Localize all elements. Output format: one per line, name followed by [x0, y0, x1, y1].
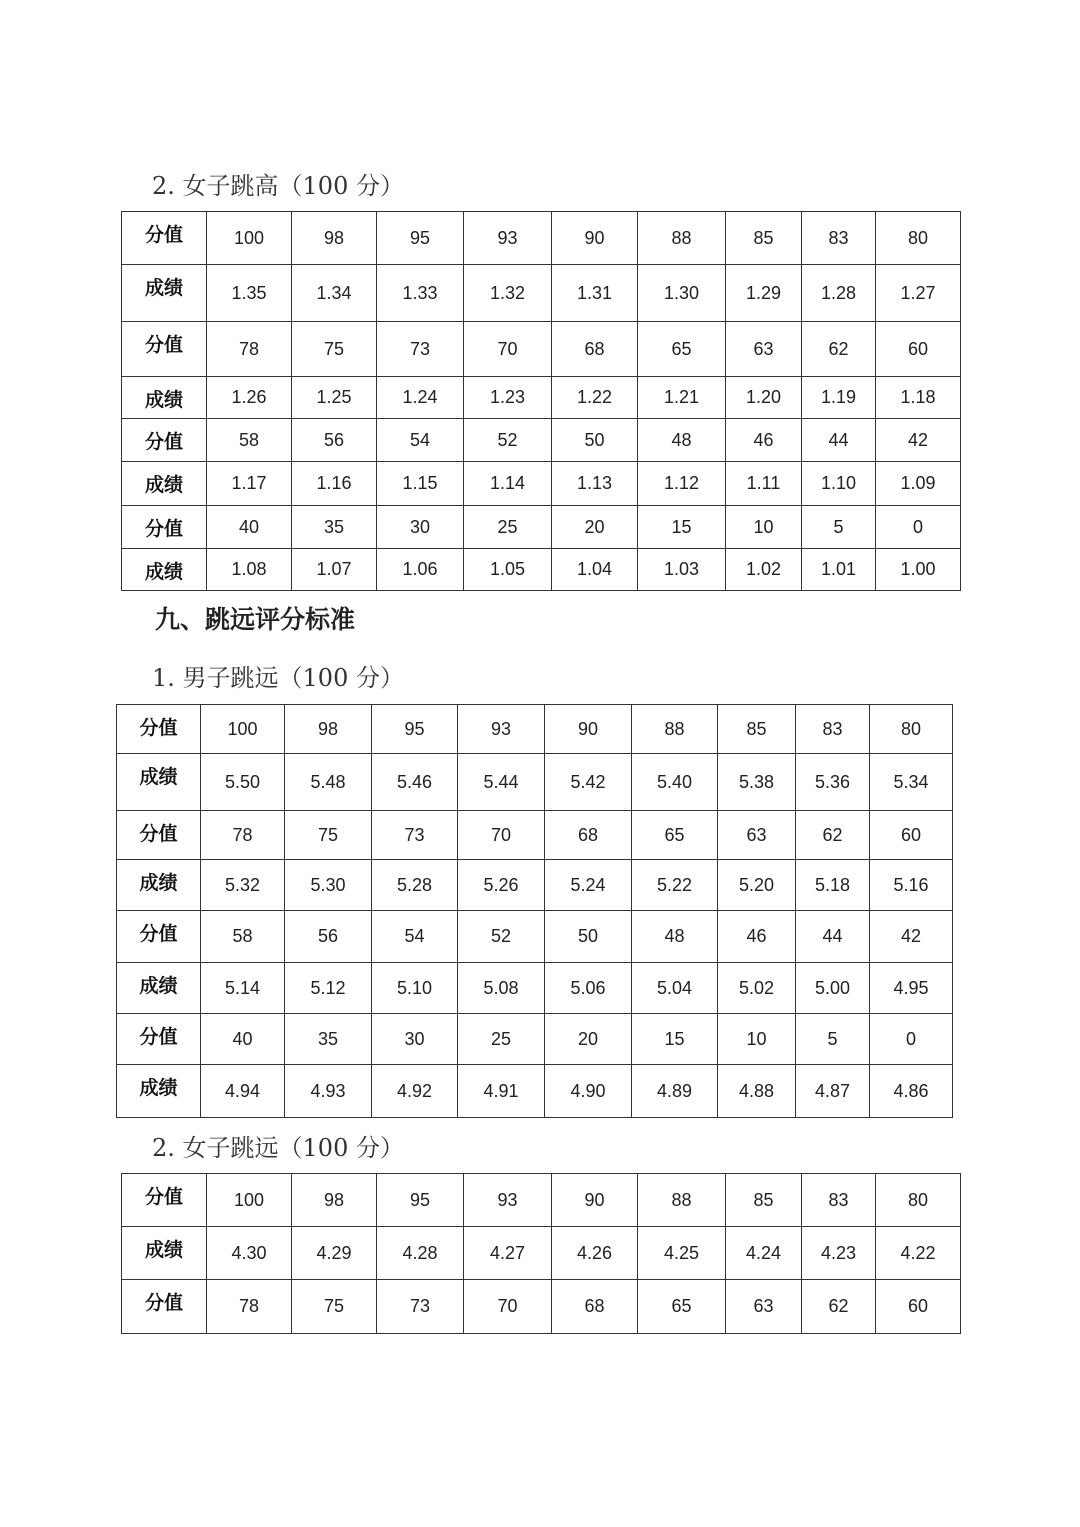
table-cell: 1.30 — [638, 265, 726, 322]
table-cell: 20 — [545, 1014, 632, 1065]
table-cell: 1.31 — [552, 265, 638, 322]
table-cell: 100 — [207, 212, 292, 265]
table-cell: 35 — [285, 1014, 372, 1065]
table-cell: 5.38 — [718, 754, 796, 811]
table-cell: 56 — [292, 419, 377, 462]
table-cell: 95 — [377, 1174, 464, 1227]
table-cell: 5.00 — [796, 963, 870, 1014]
table-cell: 4.25 — [638, 1227, 726, 1280]
table-cell: 1.23 — [464, 377, 552, 419]
table-cell: 40 — [207, 506, 292, 549]
table-cell: 60 — [870, 811, 953, 860]
table-cell: 68 — [552, 322, 638, 377]
table-cell: 5.10 — [372, 963, 458, 1014]
row-label: 分值 — [122, 212, 207, 265]
table-cell: 48 — [632, 911, 718, 963]
table-cell: 100 — [201, 705, 285, 754]
table-cell: 1.17 — [207, 462, 292, 506]
table-cell: 1.06 — [377, 549, 464, 591]
table-cell: 78 — [207, 322, 292, 377]
table-row — [117, 860, 953, 911]
table-cell: 80 — [876, 1174, 961, 1227]
table-row — [117, 705, 953, 754]
table-cell: 95 — [377, 212, 464, 265]
table-cell: 4.87 — [796, 1065, 870, 1118]
table-row — [117, 911, 953, 963]
table-cell: 90 — [552, 1174, 638, 1227]
table-cell: 60 — [876, 322, 961, 377]
table-cell: 73 — [372, 811, 458, 860]
table-cell: 1.27 — [876, 265, 961, 322]
table-cell: 48 — [638, 419, 726, 462]
table-cell: 88 — [638, 1174, 726, 1227]
table-cell: 75 — [292, 322, 377, 377]
table-cell: 4.30 — [207, 1227, 292, 1280]
row-label: 分值 — [122, 419, 207, 462]
table-cell: 73 — [377, 322, 464, 377]
table-cell: 1.19 — [802, 377, 876, 419]
table-cell: 40 — [201, 1014, 285, 1065]
table-cell: 1.35 — [207, 265, 292, 322]
table-row — [122, 322, 961, 377]
table-cell: 46 — [726, 419, 802, 462]
table-row — [122, 212, 961, 265]
table-cell: 62 — [802, 322, 876, 377]
table-cell: 60 — [876, 1280, 961, 1334]
table-cell: 1.22 — [552, 377, 638, 419]
table-cell: 93 — [464, 212, 552, 265]
table-cell: 1.10 — [802, 462, 876, 506]
table-cell: 58 — [201, 911, 285, 963]
row-label: 成绩 — [117, 1065, 201, 1118]
row-label: 成绩 — [122, 377, 207, 419]
table-cell: 1.33 — [377, 265, 464, 322]
table-cell: 1.04 — [552, 549, 638, 591]
table-cell: 80 — [870, 705, 953, 754]
table-cell: 1.20 — [726, 377, 802, 419]
table-cell: 30 — [377, 506, 464, 549]
table-cell: 20 — [552, 506, 638, 549]
heading-womens-long-jump: 2. 女子跳远（100 分） — [152, 1134, 404, 1162]
table-cell: 4.24 — [726, 1227, 802, 1280]
table-cell: 5.24 — [545, 860, 632, 911]
table-cell: 85 — [726, 1174, 802, 1227]
table-cell: 44 — [802, 419, 876, 462]
table-cell: 1.24 — [377, 377, 464, 419]
table-cell: 5.20 — [718, 860, 796, 911]
row-label: 分值 — [117, 705, 201, 754]
table-cell: 1.26 — [207, 377, 292, 419]
table-cell: 95 — [372, 705, 458, 754]
table-cell: 15 — [638, 506, 726, 549]
table-cell: 5.36 — [796, 754, 870, 811]
table-cell: 4.91 — [458, 1065, 545, 1118]
table-cell: 4.23 — [802, 1227, 876, 1280]
heading-mens-long-jump: 1. 男子跳远（100 分） — [152, 664, 404, 692]
table-cell: 83 — [796, 705, 870, 754]
table-cell: 5.32 — [201, 860, 285, 911]
table-cell: 1.34 — [292, 265, 377, 322]
table-cell: 1.11 — [726, 462, 802, 506]
table-cell: 1.12 — [638, 462, 726, 506]
table-cell: 52 — [458, 911, 545, 963]
table-row — [117, 963, 953, 1014]
table-cell: 5.44 — [458, 754, 545, 811]
table-cell: 5.48 — [285, 754, 372, 811]
table-cell: 1.21 — [638, 377, 726, 419]
row-label: 成绩 — [122, 265, 207, 322]
table-cell: 98 — [292, 1174, 377, 1227]
table-row — [122, 265, 961, 322]
table-cell: 5.34 — [870, 754, 953, 811]
table-cell: 46 — [718, 911, 796, 963]
table-cell: 1.07 — [292, 549, 377, 591]
table-cell: 63 — [726, 322, 802, 377]
table-cell: 15 — [632, 1014, 718, 1065]
table-cell: 98 — [285, 705, 372, 754]
row-label: 分值 — [122, 322, 207, 377]
table-cell: 90 — [552, 212, 638, 265]
table-cell: 83 — [802, 212, 876, 265]
table-cell: 1.15 — [377, 462, 464, 506]
table-cell: 5 — [802, 506, 876, 549]
table-cell: 4.29 — [292, 1227, 377, 1280]
table-cell: 4.89 — [632, 1065, 718, 1118]
table-cell: 5.26 — [458, 860, 545, 911]
table-cell: 62 — [802, 1280, 876, 1334]
table-row — [122, 419, 961, 462]
table-cell: 100 — [207, 1174, 292, 1227]
table-row — [122, 1174, 961, 1227]
womens-long-jump-table — [121, 1173, 961, 1334]
table-cell: 5.50 — [201, 754, 285, 811]
section-title-long-jump: 九、跳远评分标准 — [155, 605, 356, 634]
table-cell: 4.22 — [876, 1227, 961, 1280]
womens-high-jump-table — [121, 211, 961, 591]
table-cell: 78 — [207, 1280, 292, 1334]
table-cell: 70 — [464, 322, 552, 377]
table-cell: 25 — [464, 506, 552, 549]
row-label: 分值 — [117, 1014, 201, 1065]
table-cell: 5.40 — [632, 754, 718, 811]
table-cell: 5.18 — [796, 860, 870, 911]
table-cell: 4.26 — [552, 1227, 638, 1280]
table-cell: 75 — [292, 1280, 377, 1334]
table-cell: 0 — [876, 506, 961, 549]
table-cell: 4.92 — [372, 1065, 458, 1118]
table-cell: 1.13 — [552, 462, 638, 506]
table-cell: 98 — [292, 212, 377, 265]
table-row — [122, 1227, 961, 1280]
table-cell: 1.14 — [464, 462, 552, 506]
table-cell: 5.12 — [285, 963, 372, 1014]
table-cell: 73 — [377, 1280, 464, 1334]
row-label: 分值 — [117, 811, 201, 860]
table-cell: 85 — [718, 705, 796, 754]
table-cell: 1.09 — [876, 462, 961, 506]
row-label: 成绩 — [122, 462, 207, 506]
table-cell: 1.03 — [638, 549, 726, 591]
table-cell: 4.93 — [285, 1065, 372, 1118]
table-cell: 4.94 — [201, 1065, 285, 1118]
table-cell: 1.01 — [802, 549, 876, 591]
table-cell: 54 — [372, 911, 458, 963]
table-cell: 85 — [726, 212, 802, 265]
table-cell: 68 — [552, 1280, 638, 1334]
table-cell: 5.08 — [458, 963, 545, 1014]
table-cell: 5.14 — [201, 963, 285, 1014]
table-cell: 63 — [726, 1280, 802, 1334]
table-cell: 68 — [545, 811, 632, 860]
row-label: 分值 — [122, 1280, 207, 1334]
heading-womens-high-jump: 2. 女子跳高（100 分） — [152, 172, 404, 200]
row-label: 成绩 — [117, 754, 201, 811]
table-cell: 5 — [796, 1014, 870, 1065]
table-row — [117, 1065, 953, 1118]
table-cell: 5.06 — [545, 963, 632, 1014]
table-cell: 54 — [377, 419, 464, 462]
table-cell: 88 — [632, 705, 718, 754]
table-cell: 70 — [464, 1280, 552, 1334]
row-label: 成绩 — [122, 549, 207, 591]
table-cell: 93 — [458, 705, 545, 754]
row-label: 分值 — [117, 911, 201, 963]
table-cell: 65 — [638, 1280, 726, 1334]
table-cell: 4.28 — [377, 1227, 464, 1280]
row-label: 成绩 — [117, 963, 201, 1014]
table-row — [122, 462, 961, 506]
table-cell: 1.18 — [876, 377, 961, 419]
table-cell: 5.28 — [372, 860, 458, 911]
table-cell: 5.04 — [632, 963, 718, 1014]
table-cell: 5.46 — [372, 754, 458, 811]
table-row — [117, 811, 953, 860]
table-cell: 44 — [796, 911, 870, 963]
table-cell: 1.29 — [726, 265, 802, 322]
table-row — [117, 1014, 953, 1065]
table-cell: 50 — [552, 419, 638, 462]
table-cell: 25 — [458, 1014, 545, 1065]
table-cell: 10 — [726, 506, 802, 549]
table-row — [122, 377, 961, 419]
row-label: 成绩 — [117, 860, 201, 911]
table-cell: 42 — [876, 419, 961, 462]
table-cell: 90 — [545, 705, 632, 754]
table-cell: 80 — [876, 212, 961, 265]
table-cell: 65 — [638, 322, 726, 377]
table-cell: 1.32 — [464, 265, 552, 322]
table-cell: 88 — [638, 212, 726, 265]
table-cell: 56 — [285, 911, 372, 963]
table-cell: 4.86 — [870, 1065, 953, 1118]
table-cell: 4.90 — [545, 1065, 632, 1118]
table-cell: 1.00 — [876, 549, 961, 591]
table-row — [122, 506, 961, 549]
table-row — [117, 754, 953, 811]
table-cell: 4.27 — [464, 1227, 552, 1280]
row-label: 分值 — [122, 1174, 207, 1227]
table-cell: 50 — [545, 911, 632, 963]
table-cell: 5.22 — [632, 860, 718, 911]
table-cell: 62 — [796, 811, 870, 860]
table-cell: 63 — [718, 811, 796, 860]
table-cell: 1.08 — [207, 549, 292, 591]
table-cell: 1.28 — [802, 265, 876, 322]
table-cell: 35 — [292, 506, 377, 549]
table-cell: 42 — [870, 911, 953, 963]
table-cell: 5.42 — [545, 754, 632, 811]
table-cell: 65 — [632, 811, 718, 860]
mens-long-jump-table — [116, 704, 953, 1118]
table-cell: 4.95 — [870, 963, 953, 1014]
table-cell: 4.88 — [718, 1065, 796, 1118]
table-cell: 1.02 — [726, 549, 802, 591]
table-cell: 5.16 — [870, 860, 953, 911]
table-cell: 1.16 — [292, 462, 377, 506]
table-cell: 5.02 — [718, 963, 796, 1014]
table-cell: 0 — [870, 1014, 953, 1065]
table-cell: 10 — [718, 1014, 796, 1065]
table-cell: 93 — [464, 1174, 552, 1227]
table-cell: 83 — [802, 1174, 876, 1227]
row-label: 分值 — [122, 506, 207, 549]
row-label: 成绩 — [122, 1227, 207, 1280]
table-cell: 5.30 — [285, 860, 372, 911]
table-cell: 58 — [207, 419, 292, 462]
table-cell: 78 — [201, 811, 285, 860]
table-cell: 75 — [285, 811, 372, 860]
table-cell: 1.05 — [464, 549, 552, 591]
table-cell: 70 — [458, 811, 545, 860]
table-cell: 52 — [464, 419, 552, 462]
table-row — [122, 549, 961, 591]
table-cell: 1.25 — [292, 377, 377, 419]
table-row — [122, 1280, 961, 1334]
table-cell: 30 — [372, 1014, 458, 1065]
